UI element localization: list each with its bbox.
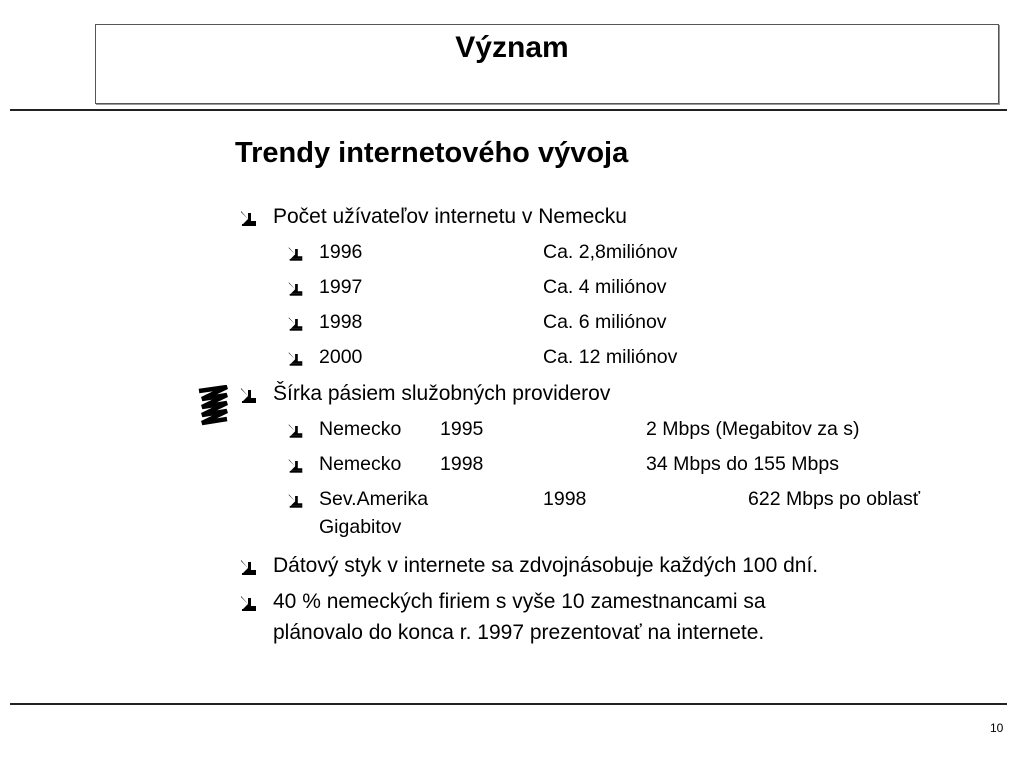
bullet-country: Nemecko (319, 453, 402, 475)
bullet-value: Ca. 4 miliónov (543, 276, 667, 298)
bullet-value: 622 Mbps po oblasť (748, 488, 921, 510)
bullet-value: Ca. 6 miliónov (543, 311, 667, 333)
bullet-value: 2 Mbps (Megabitov za s) (646, 418, 860, 440)
curved-arrow-bullet-icon (239, 558, 259, 576)
curved-arrow-bullet-icon (239, 209, 259, 227)
bullet-continuation: Gigabitov (319, 516, 402, 538)
bullet-year: 1998 (543, 488, 587, 510)
bullet-continuation: plánovalo do konca r. 1997 prezentovať na internete. (273, 621, 765, 644)
curved-arrow-bullet-icon (287, 350, 305, 367)
curved-arrow-bullet-icon (287, 492, 305, 509)
bullet-value: 34 Mbps do 155 Mbps (646, 453, 839, 475)
bullet-text: 40 % nemeckých firiem s vyše 10 zamestnancami sa (273, 590, 766, 613)
bullet-year: 1997 (319, 276, 363, 298)
curved-arrow-bullet-icon (287, 245, 305, 262)
bullet-year: 1995 (440, 418, 484, 440)
bullet-country: Sev.Amerika (319, 488, 429, 510)
bullet-year: 1996 (319, 241, 363, 263)
curved-arrow-bullet-icon (287, 280, 305, 297)
page-number: 10 (990, 721, 1004, 735)
top-divider (10, 109, 1007, 111)
bullet-value: Ca. 12 miliónov (543, 346, 678, 368)
bottom-divider (10, 703, 1007, 705)
bullet-value: Ca. 2,8miliónov (543, 241, 678, 263)
bullet-year: 1998 (440, 453, 484, 475)
slide-subtitle: Trendy internetového vývoja (235, 137, 629, 169)
bullet-year: 1998 (319, 311, 363, 333)
curved-arrow-bullet-icon (239, 594, 259, 612)
bullet-year: 2000 (319, 346, 363, 368)
curved-arrow-bullet-icon (287, 315, 305, 332)
bullet-country: Nemecko (319, 418, 402, 440)
bullet-text: Šírka pásiem služobných providerov (273, 382, 611, 405)
curved-arrow-bullet-icon (239, 386, 259, 404)
slide-title: Význam (455, 31, 569, 64)
zigzag-spring-icon (196, 385, 230, 427)
curved-arrow-bullet-icon (287, 457, 305, 474)
bullet-text: Počet užívateľov internetu v Nemecku (273, 205, 627, 228)
curved-arrow-bullet-icon (287, 422, 305, 439)
bullet-text: Dátový styk v internete sa zdvojnásobuje každých 100 dní. (273, 554, 819, 577)
